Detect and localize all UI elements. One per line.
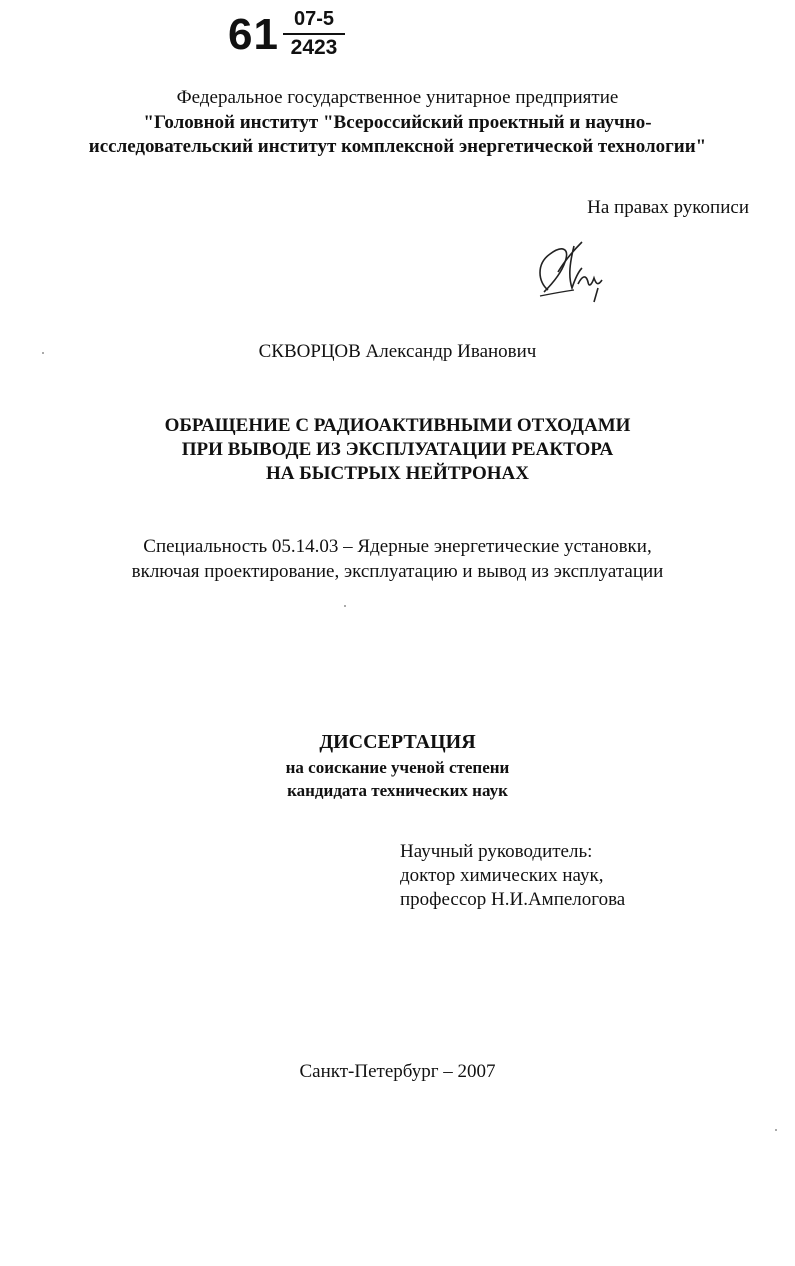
degree-line-2: кандидата технических наук [287,781,508,800]
advisor-name: профессор Н.И.Ампелогова [400,889,626,910]
advisor-label: Научный руководитель: [400,841,593,862]
catalog-stamp-number: 61 [228,10,279,59]
scan-speck [42,352,44,354]
dissertation-title-line-3: НА БЫСТРЫХ НЕЙТРОНАХ [266,463,529,484]
signature-icon [530,232,610,312]
organization-line-3: исследовательский институт комплексной энергетической технологии" [88,136,707,157]
scan-speck [775,1129,777,1131]
dissertation-title-line-1: ОБРАЩЕНИЕ С РАДИОАКТИВНЫМИ ОТХОДАМИ [164,415,631,436]
catalog-stamp-numerator: 07-5 [293,8,335,30]
catalog-stamp-denominator: 2423 [290,36,338,59]
dissertation-title-line-2: ПРИ ВЫВОДЕ ИЗ ЭКСПЛУАТАЦИИ РЕАКТОРА [181,439,614,460]
scan-speck [344,605,346,607]
author-name: СКВОРЦОВ Александр Иванович [258,341,537,362]
rights-note: На правах рукописи [587,197,749,218]
place-and-year: Санкт-Петербург – 2007 [299,1061,496,1082]
fraction-bar [283,33,345,35]
organization-line-1: Федеральное государственное унитарное предприятие [176,87,619,108]
degree-line-1: на соискание ученой степени [285,758,510,777]
specialty-line-1: Специальность 05.14.03 – Ядерные энергетические установки, [143,536,652,557]
catalog-stamp-fraction [283,8,345,59]
organization-line-2: "Головной институт "Всероссийский проектный и научно- [143,112,652,133]
advisor-degree: доктор химических наук, [400,865,604,886]
specialty-line-2: включая проектирование, эксплуатацию и вывод из эксплуатации [131,561,664,582]
dissertation-heading: ДИССЕРТАЦИЯ [319,731,476,753]
